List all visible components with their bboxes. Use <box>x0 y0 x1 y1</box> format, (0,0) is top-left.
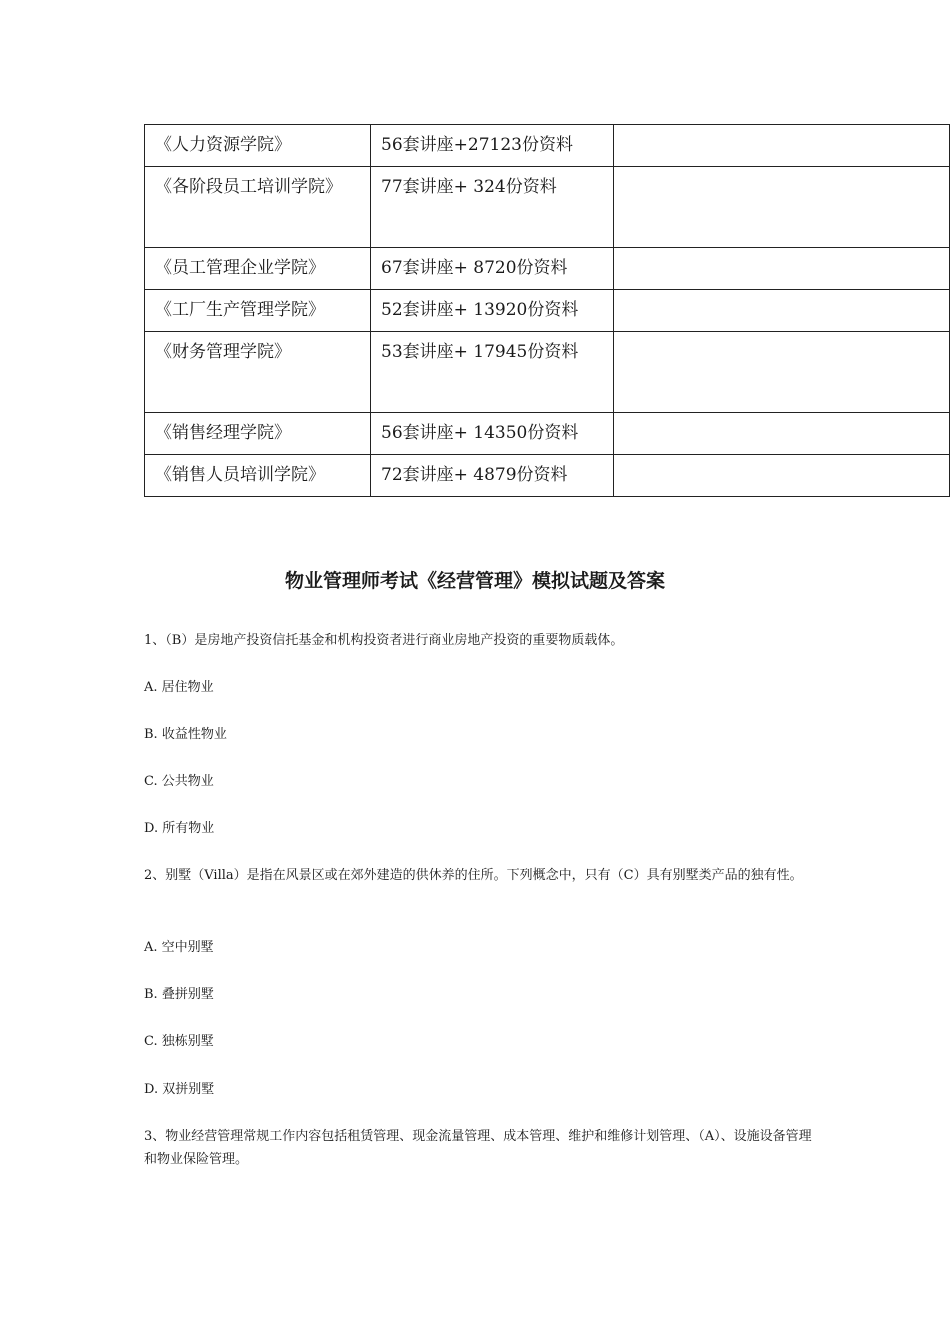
course-note <box>614 248 950 290</box>
course-name: 《销售经理学院》 <box>145 413 371 455</box>
question-1-option-a: A. 居住物业 <box>144 680 214 695</box>
course-count: 72套讲座+ 4879份资料 <box>371 455 614 497</box>
table-row <box>145 248 950 290</box>
course-name: 《人力资源学院》 <box>145 125 371 167</box>
question-1-option-b: B. 收益性物业 <box>144 727 227 742</box>
course-note <box>614 167 950 248</box>
course-note <box>614 290 950 332</box>
course-note <box>614 332 950 413</box>
question-2-option-c: C. 独栋别墅 <box>144 1034 214 1049</box>
table-row <box>145 125 950 167</box>
table-row <box>145 167 950 248</box>
course-count: 53套讲座+ 17945份资料 <box>371 332 614 413</box>
question-1-option-d: D. 所有物业 <box>144 821 215 836</box>
table-row <box>145 413 950 455</box>
course-count: 56套讲座+ 14350份资料 <box>371 413 614 455</box>
course-count: 56套讲座+27123份资料 <box>371 125 614 167</box>
course-name: 《财务管理学院》 <box>145 332 371 413</box>
document-title: 物业管理师考试《经营管理》模拟试题及答案 <box>284 570 665 592</box>
question-2-option-d: D. 双拼别墅 <box>144 1082 215 1097</box>
table-row <box>145 332 950 413</box>
course-count: 67套讲座+ 8720份资料 <box>371 248 614 290</box>
course-note <box>614 413 950 455</box>
question-1-option-c: C. 公共物业 <box>144 774 214 789</box>
course-name: 《各阶段员工培训学院》 <box>145 167 371 248</box>
course-count: 52套讲座+ 13920份资料 <box>371 290 614 332</box>
question-3-stem: 3、物业经营管理常规工作内容包括租赁管理、现金流量管理、成本管理、维护和维修计划管理、（A）、设施设备管理和物业保险管理。 <box>144 1129 812 1167</box>
question-2-option-b: B. 叠拼别墅 <box>144 987 214 1002</box>
table-row <box>145 455 950 497</box>
course-count: 77套讲座+ 324份资料 <box>371 167 614 248</box>
table-row <box>145 290 950 332</box>
question-2-option-a: A. 空中别墅 <box>144 940 214 955</box>
course-name: 《工厂生产管理学院》 <box>145 290 371 332</box>
course-name: 《员工管理企业学院》 <box>145 248 371 290</box>
course-name: 《销售人员培训学院》 <box>145 455 371 497</box>
question-1-stem: 1、（B）是房地产投资信托基金和机构投资者进行商业房地产投资的重要物质载体。 <box>144 633 624 648</box>
course-note <box>614 125 950 167</box>
question-2-stem: 2、别墅（Villa）是指在风景区或在郊外建造的供休养的住所。下列概念中，只有（C）具有别墅类产品的独有性。 <box>144 868 803 883</box>
resource-table <box>144 124 950 497</box>
course-note <box>614 455 950 497</box>
